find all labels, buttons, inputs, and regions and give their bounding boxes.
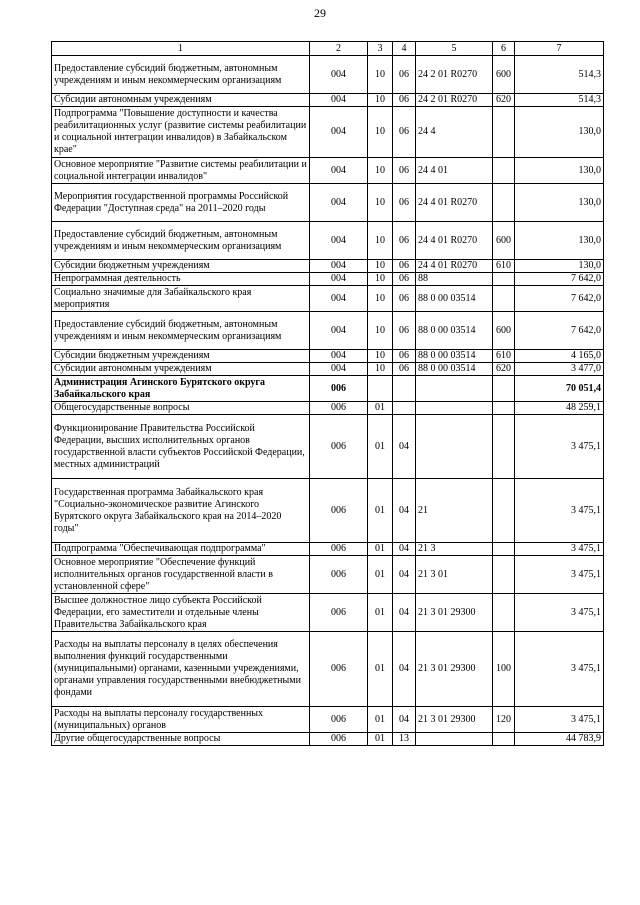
- grbs-code-cell: 004: [310, 56, 368, 94]
- subsection-code-cell: 04: [393, 707, 416, 733]
- expense-type-code-cell: [493, 594, 515, 632]
- amount-cell: 3 475,1: [515, 707, 604, 733]
- table-row: [52, 350, 604, 363]
- grbs-code-cell: 006: [310, 556, 368, 594]
- expense-type-code-cell: [493, 107, 515, 158]
- section-code-cell: [368, 376, 393, 402]
- name-cell: Общегосударственные вопросы: [52, 402, 310, 415]
- name-cell: Подпрограмма "Повышение доступности и качества реабилитационных услуг (развитие системы реабилитации и социальной интеграции инвалидов) в Забайкальском крае": [52, 107, 310, 158]
- section-code-cell: 10: [368, 286, 393, 312]
- expense-type-code-cell: [493, 543, 515, 556]
- amount-cell: 130,0: [515, 184, 604, 222]
- expense-type-code-cell: [493, 158, 515, 184]
- table-row: [52, 56, 604, 94]
- name-cell: Администрация Агинского Бурятского округа Забайкальского края: [52, 376, 310, 402]
- amount-cell: 3 477,0: [515, 363, 604, 376]
- amount-cell: 3 475,1: [515, 556, 604, 594]
- name-cell: Субсидии автономным учреждениям: [52, 94, 310, 107]
- target-article-code-cell: 24 4 01 R0270: [416, 184, 493, 222]
- section-code-cell: 01: [368, 479, 393, 543]
- name-cell: Основное мероприятие "Развитие системы реабилитации и социальной интеграции инвалидов": [52, 158, 310, 184]
- grbs-code-cell: 004: [310, 312, 368, 350]
- amount-cell: 4 165,0: [515, 350, 604, 363]
- expense-type-code-cell: 600: [493, 56, 515, 94]
- table-row: [52, 376, 604, 402]
- table-row: [52, 222, 604, 260]
- subsection-code-cell: 06: [393, 184, 416, 222]
- table-row: [52, 733, 604, 746]
- name-cell: Расходы на выплаты персоналу в целях обеспечения выполнения функций государственными (муниципальными) органами, казенными учреждениями, органами управления государственными внебюджетными фондами: [52, 632, 310, 707]
- amount-cell: 3 475,1: [515, 594, 604, 632]
- section-code-cell: 01: [368, 733, 393, 746]
- amount-cell: 48 259,1: [515, 402, 604, 415]
- expense-type-code-cell: [493, 415, 515, 479]
- target-article-code-cell: 24 2 01 R0270: [416, 94, 493, 107]
- target-article-code-cell: 21 3 01: [416, 556, 493, 594]
- expense-type-code-cell: 610: [493, 350, 515, 363]
- table-row: [52, 632, 604, 707]
- subsection-code-cell: 04: [393, 556, 416, 594]
- subsection-code-cell: 04: [393, 415, 416, 479]
- amount-cell: 3 475,1: [515, 543, 604, 556]
- amount-cell: 130,0: [515, 222, 604, 260]
- name-cell: Непрограммная деятельность: [52, 273, 310, 286]
- column-header: 5: [416, 42, 493, 56]
- subsection-code-cell: 06: [393, 56, 416, 94]
- name-cell: Социально значимые для Забайкальского края мероприятия: [52, 286, 310, 312]
- table-row: [52, 363, 604, 376]
- amount-cell: 130,0: [515, 158, 604, 184]
- grbs-code-cell: 006: [310, 376, 368, 402]
- section-code-cell: 10: [368, 94, 393, 107]
- target-article-code-cell: [416, 733, 493, 746]
- grbs-code-cell: 006: [310, 543, 368, 556]
- grbs-code-cell: 004: [310, 184, 368, 222]
- name-cell: Функционирование Правительства Российской Федерации, высших исполнительных органов государственной власти субъектов Российской Федерации, местных администраций: [52, 415, 310, 479]
- target-article-code-cell: 88 0 00 03514: [416, 363, 493, 376]
- table-row: [52, 556, 604, 594]
- expense-type-code-cell: 620: [493, 363, 515, 376]
- section-code-cell: 01: [368, 402, 393, 415]
- table-row: [52, 312, 604, 350]
- table-row: [52, 594, 604, 632]
- table-row: [52, 415, 604, 479]
- name-cell: Субсидии автономным учреждениям: [52, 363, 310, 376]
- target-article-code-cell: 24 4 01: [416, 158, 493, 184]
- target-article-code-cell: 88: [416, 273, 493, 286]
- column-header: 7: [515, 42, 604, 56]
- subsection-code-cell: 06: [393, 363, 416, 376]
- subsection-code-cell: 06: [393, 286, 416, 312]
- section-code-cell: 10: [368, 56, 393, 94]
- subsection-code-cell: 06: [393, 94, 416, 107]
- expense-type-code-cell: [493, 376, 515, 402]
- section-code-cell: 10: [368, 222, 393, 260]
- name-cell: Другие общегосударственные вопросы: [52, 733, 310, 746]
- subsection-code-cell: 06: [393, 158, 416, 184]
- expense-type-code-cell: [493, 479, 515, 543]
- grbs-code-cell: 006: [310, 594, 368, 632]
- target-article-code-cell: 24 4 01 R0270: [416, 222, 493, 260]
- grbs-code-cell: 004: [310, 260, 368, 273]
- column-header: 6: [493, 42, 515, 56]
- table-row: [52, 158, 604, 184]
- expense-type-code-cell: [493, 402, 515, 415]
- section-code-cell: 10: [368, 363, 393, 376]
- name-cell: Основное мероприятие "Обеспечение функций исполнительных органов государственной власти в установленной сфере": [52, 556, 310, 594]
- name-cell: Расходы на выплаты персоналу государственных (муниципальных) органов: [52, 707, 310, 733]
- section-code-cell: 01: [368, 415, 393, 479]
- page-number: 29: [314, 6, 326, 20]
- subsection-code-cell: 04: [393, 632, 416, 707]
- grbs-code-cell: 004: [310, 222, 368, 260]
- expense-type-code-cell: [493, 286, 515, 312]
- section-code-cell: 10: [368, 312, 393, 350]
- grbs-code-cell: 006: [310, 707, 368, 733]
- budget-table: [51, 41, 604, 746]
- column-header: 2: [310, 42, 368, 56]
- subsection-code-cell: 04: [393, 594, 416, 632]
- grbs-code-cell: 006: [310, 415, 368, 479]
- section-code-cell: 01: [368, 556, 393, 594]
- table-row: [52, 94, 604, 107]
- grbs-code-cell: 006: [310, 632, 368, 707]
- name-cell: Подпрограмма "Обеспечивающая подпрограмма": [52, 543, 310, 556]
- expense-type-code-cell: 100: [493, 632, 515, 707]
- section-code-cell: 10: [368, 158, 393, 184]
- table-row: [52, 107, 604, 158]
- expense-type-code-cell: [493, 556, 515, 594]
- column-header: 3: [368, 42, 393, 56]
- expense-type-code-cell: 600: [493, 222, 515, 260]
- grbs-code-cell: 006: [310, 479, 368, 543]
- amount-cell: 7 642,0: [515, 286, 604, 312]
- amount-cell: 130,0: [515, 260, 604, 273]
- name-cell: Предоставление субсидий бюджетным, автономным учреждениям и иным некоммерческим организациям: [52, 312, 310, 350]
- target-article-code-cell: 24 4: [416, 107, 493, 158]
- section-code-cell: 10: [368, 184, 393, 222]
- subsection-code-cell: 13: [393, 733, 416, 746]
- subsection-code-cell: 06: [393, 350, 416, 363]
- grbs-code-cell: 004: [310, 273, 368, 286]
- target-article-code-cell: 88 0 00 03514: [416, 350, 493, 363]
- amount-cell: 3 475,1: [515, 632, 604, 707]
- section-code-cell: 01: [368, 707, 393, 733]
- table-row: [52, 707, 604, 733]
- grbs-code-cell: 004: [310, 363, 368, 376]
- subsection-code-cell: 06: [393, 312, 416, 350]
- expense-type-code-cell: 600: [493, 312, 515, 350]
- table-row: [52, 286, 604, 312]
- target-article-code-cell: 21 3 01 29300: [416, 707, 493, 733]
- section-code-cell: 01: [368, 543, 393, 556]
- grbs-code-cell: 006: [310, 733, 368, 746]
- target-article-code-cell: 21 3: [416, 543, 493, 556]
- target-article-code-cell: 21 3 01 29300: [416, 632, 493, 707]
- grbs-code-cell: 004: [310, 107, 368, 158]
- expense-type-code-cell: 610: [493, 260, 515, 273]
- table-row: [52, 273, 604, 286]
- name-cell: Предоставление субсидий бюджетным, автономным учреждениям и иным некоммерческим организациям: [52, 56, 310, 94]
- target-article-code-cell: [416, 415, 493, 479]
- expense-type-code-cell: [493, 273, 515, 286]
- grbs-code-cell: 004: [310, 158, 368, 184]
- name-cell: Государственная программа Забайкальского края "Социально-экономическое развитие Агинского Бурятского округа Забайкальского края на 2014–2020 годы": [52, 479, 310, 543]
- table-row: [52, 184, 604, 222]
- subsection-code-cell: 06: [393, 260, 416, 273]
- grbs-code-cell: 004: [310, 94, 368, 107]
- section-code-cell: 10: [368, 350, 393, 363]
- amount-cell: 514,3: [515, 94, 604, 107]
- subsection-code-cell: 06: [393, 273, 416, 286]
- target-article-code-cell: [416, 376, 493, 402]
- amount-cell: 3 475,1: [515, 415, 604, 479]
- column-header: 4: [393, 42, 416, 56]
- amount-cell: 7 642,0: [515, 312, 604, 350]
- grbs-code-cell: 004: [310, 286, 368, 312]
- column-header: 1: [52, 42, 310, 56]
- section-code-cell: 01: [368, 594, 393, 632]
- expense-type-code-cell: 120: [493, 707, 515, 733]
- subsection-code-cell: 04: [393, 543, 416, 556]
- subsection-code-cell: 06: [393, 107, 416, 158]
- expense-type-code-cell: [493, 733, 515, 746]
- target-article-code-cell: 21 3 01 29300: [416, 594, 493, 632]
- amount-cell: 130,0: [515, 107, 604, 158]
- name-cell: Субсидии бюджетным учреждениям: [52, 350, 310, 363]
- target-article-code-cell: 88 0 00 03514: [416, 312, 493, 350]
- target-article-code-cell: 88 0 00 03514: [416, 286, 493, 312]
- amount-cell: 514,3: [515, 56, 604, 94]
- table-row: [52, 479, 604, 543]
- table-row: [52, 260, 604, 273]
- amount-cell: 70 051,4: [515, 376, 604, 402]
- target-article-code-cell: [416, 402, 493, 415]
- target-article-code-cell: 21: [416, 479, 493, 543]
- name-cell: Субсидии бюджетным учреждениям: [52, 260, 310, 273]
- target-article-code-cell: 24 2 01 R0270: [416, 56, 493, 94]
- amount-cell: 44 783,9: [515, 733, 604, 746]
- expense-type-code-cell: 620: [493, 94, 515, 107]
- section-code-cell: 01: [368, 632, 393, 707]
- amount-cell: 7 642,0: [515, 273, 604, 286]
- amount-cell: 3 475,1: [515, 479, 604, 543]
- grbs-code-cell: 004: [310, 350, 368, 363]
- subsection-code-cell: [393, 376, 416, 402]
- section-code-cell: 10: [368, 260, 393, 273]
- subsection-code-cell: 06: [393, 222, 416, 260]
- name-cell: Мероприятия государственной программы Российской Федерации "Доступная среда" на 2011–2020 годы: [52, 184, 310, 222]
- table-row: [52, 543, 604, 556]
- section-code-cell: 10: [368, 273, 393, 286]
- table-row: [52, 402, 604, 415]
- target-article-code-cell: 24 4 01 R0270: [416, 260, 493, 273]
- subsection-code-cell: 04: [393, 479, 416, 543]
- name-cell: Предоставление субсидий бюджетным, автономным учреждениям и иным некоммерческим организациям: [52, 222, 310, 260]
- section-code-cell: 10: [368, 107, 393, 158]
- table-header-row: [52, 42, 604, 56]
- subsection-code-cell: [393, 402, 416, 415]
- name-cell: Высшее должностное лицо субъекта Российской Федерации, его заместители и отдельные члены Правительства Забайкальского края: [52, 594, 310, 632]
- expense-type-code-cell: [493, 184, 515, 222]
- grbs-code-cell: 006: [310, 402, 368, 415]
